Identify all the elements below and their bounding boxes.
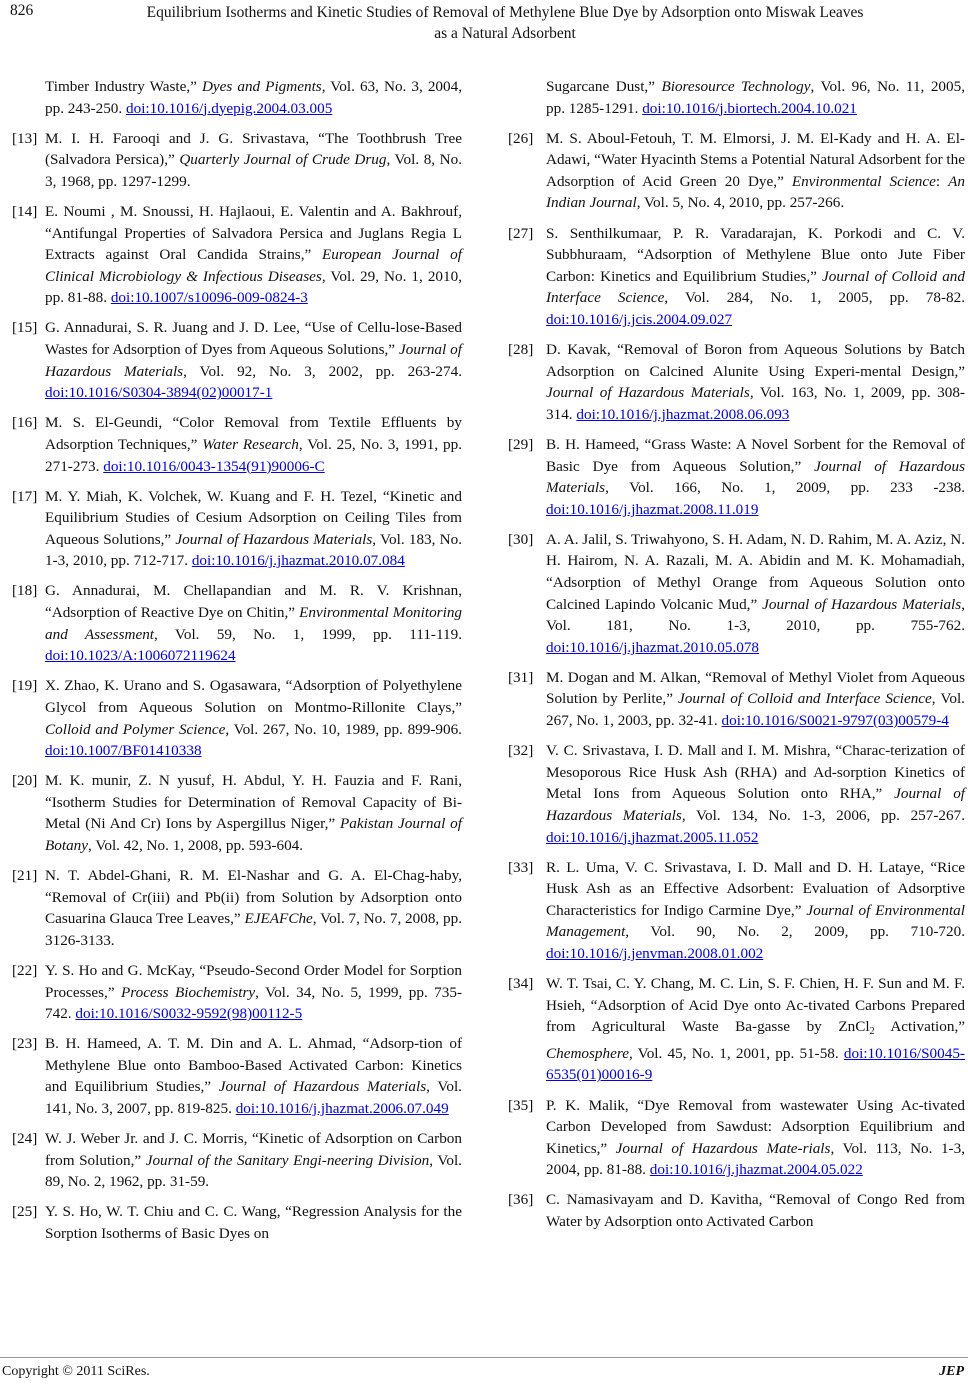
reference-entry bbox=[508, 667, 965, 732]
reference-entry bbox=[12, 770, 462, 856]
reference-entry bbox=[12, 1033, 462, 1119]
reference-entry bbox=[12, 580, 462, 666]
journal-title: EJEAFChe bbox=[244, 910, 313, 928]
reference-entry bbox=[12, 1201, 462, 1244]
reference-text: C. Namasivayam and D. Kavitha, “Removal of Congo Red from Water by Adsorption onto Activated Carbon bbox=[546, 1191, 965, 1230]
reference-text: Y. S. Ho and G. McKay, “Pseudo-Second Order Model for Sorption Processes,” bbox=[45, 961, 462, 1001]
reference-number: [13] bbox=[12, 129, 38, 147]
reference-text: , Vol. 181, No. 1-3, 2010, pp. 755-762. bbox=[546, 595, 965, 635]
journal-title: Bioresource Technology bbox=[661, 78, 811, 95]
reference-text: , Vol. 284, No. 1, 2005, pp. 78-82. bbox=[664, 289, 965, 307]
reference-text: Sugarcane Dust,” bbox=[546, 78, 662, 95]
doi-link[interactable]: doi:10.1016/j.jhazmat.2010.07.084 bbox=[191, 552, 405, 570]
reference-text: , Vol. 113, No. 1-3, 2004, pp. 81-88. bbox=[546, 1139, 965, 1179]
journal-title: Journal of Hazardous Materials bbox=[762, 595, 962, 613]
reference-text: V. C. Srivastava, I. D. Mall and I. M. Mishra, “Charac-terization of Mesoporous Rice Husk Ash (RHA) and Ad-sorption Kinetics of Metal Ions from Aqueous Solution onto RHA,” bbox=[546, 742, 965, 803]
reference-number: [16] bbox=[12, 414, 38, 432]
reference-entry bbox=[508, 857, 965, 965]
journal-abbrev: JEP bbox=[939, 1364, 964, 1379]
reference-entry bbox=[12, 675, 462, 761]
reference-text: , Vol. 7, No. 7, 2008, pp. 3126-3133. bbox=[45, 910, 463, 949]
reference-text: , Vol. 8, No. 3, 1968, pp. 1297-1299. bbox=[45, 151, 462, 190]
reference-number: [27] bbox=[508, 224, 534, 242]
reference-entry bbox=[12, 1128, 462, 1193]
reference-text: E. Noumi , M. Snoussi, H. Hajlaoui, E. Valentin and A. Bakhrouf, “Antifungal Properties of Salvadora Persica and Juglans Regia L Extracts against Oral Candida Strains,” bbox=[45, 202, 462, 264]
reference-entry bbox=[12, 317, 462, 403]
reference-entry bbox=[508, 128, 965, 214]
doi-link[interactable]: doi:10.1016/j.jhazmat.2005.11.052 bbox=[546, 828, 759, 846]
reference-text: M. I. H. Farooqi and J. G. Srivastava, “The Toothbrush Tree (Salvadora Persica),” bbox=[45, 129, 462, 169]
reference-text: M. S. El-Geundi, “Color Removal from Textile Effluents by Adsorption Techniques,” bbox=[45, 414, 462, 453]
reference-entry bbox=[12, 486, 462, 572]
reference-text: , Vol. 163, No. 1, 2009, pp. 308- 314. bbox=[546, 384, 965, 423]
reference-number: [18] bbox=[12, 582, 38, 600]
doi-link[interactable]: doi:10.1016/j.jcis.2004.09.027 bbox=[546, 310, 733, 328]
reference-entry bbox=[508, 973, 965, 1086]
reference-text: , Vol. 42, No. 1, 2008, pp. 593-604. bbox=[88, 837, 304, 854]
journal-title: Journal of Hazardous Materials bbox=[175, 530, 373, 548]
journal-title: Journal of Hazardous Materials bbox=[45, 341, 463, 380]
journal-title: Chemosphere bbox=[546, 1044, 629, 1062]
left-column-references bbox=[12, 76, 462, 1253]
journal-title: Quarterly Journal of Crude Drug bbox=[179, 151, 387, 169]
reference-number: [22] bbox=[12, 961, 38, 979]
reference-entry bbox=[508, 76, 965, 119]
reference-text: , Vol. 92, No. 3, 2002, pp. 263-274. bbox=[183, 362, 462, 380]
running-title bbox=[40, 2, 968, 44]
doi-link[interactable]: doi:10.1016/j.jenvman.2008.01.002 bbox=[546, 944, 764, 962]
reference-text: S. Senthilkumaar, P. R. Varadarajan, K. Porkodi and C. V. Subbhuraam, “Adsorption of Methylene Blue onto Jute Fiber Carbon: Kinetics and Equilibrium Studies,” bbox=[546, 224, 965, 285]
journal-title: Journal of Environmental Management bbox=[546, 901, 965, 941]
reference-number: [17] bbox=[12, 487, 38, 505]
doi-link[interactable]: doi:10.1007/s10096-009-0824-3 bbox=[110, 289, 308, 307]
reference-text: N. T. Abdel-Ghani, R. M. El-Nashar and G. A. El-Chag-haby, “Removal of Cr(iii) and Pb(ii) from Solution by Adsorption onto Casuarina Glauca Tree Leaves,” bbox=[45, 867, 462, 928]
reference-text: M. Y. Miah, K. Volchek, W. Kuang and F. H. Tezel, “Kinetic and Equilibrium Studies of Cesium Adsorption on Ceiling Tiles from Aqueous Solutions,” bbox=[45, 487, 462, 548]
reference-entry bbox=[12, 412, 462, 477]
journal-title: Journal of Hazardous Materials bbox=[218, 1078, 427, 1096]
reference-text: Activation,” bbox=[874, 1018, 965, 1036]
reference-entry bbox=[12, 128, 462, 193]
doi-link[interactable]: doi:10.1016/j.jhazmat.2004.05.022 bbox=[649, 1161, 863, 1179]
reference-text: , Vol. 96, No. 11, 2005, pp. 1285-1291. bbox=[546, 78, 966, 117]
journal-title: Environmental Science bbox=[791, 172, 936, 190]
reference-number: [30] bbox=[508, 530, 534, 548]
doi-link[interactable]: doi:10.1016/S0032-9592(98)00112-5 bbox=[75, 1005, 303, 1023]
doi-link[interactable]: doi:10.1016/j.jhazmat.2010.05.078 bbox=[546, 638, 760, 656]
doi-link[interactable]: doi:10.1016/S0304-3894(02)00017-1 bbox=[45, 384, 273, 402]
reference-entry bbox=[508, 223, 965, 331]
reference-text: , Vol. 267, No. 1, 2003, pp. 32-41. bbox=[546, 690, 965, 730]
running-title-line1: Equilibrium Isotherms and Kinetic Studies of Removal of Methylene Blue Dye by Adsorption onto Miswak Leaves bbox=[146, 4, 864, 21]
reference-text: , Vol. 166, No. 1, 2009, pp. 233 -238. bbox=[605, 479, 965, 497]
reference-text: B. H. Hameed, “Grass Waste: A Novel Sorbent for the Removal of Basic Dye from Aqueous Solution,” bbox=[546, 435, 965, 475]
reference-number: [33] bbox=[508, 858, 534, 876]
reference-entry bbox=[12, 865, 462, 951]
reference-entry bbox=[508, 339, 965, 425]
reference-text: M. Dogan and M. Alkan, “Removal of Methyl Violet from Aqueous Solution by Perlite,” bbox=[546, 668, 965, 708]
reference-text: P. K. Malik, “Dye Removal from wastewater Using Ac-tivated Carbon Developed from Sawdust: Adsorption Equilibrium and Kinetics,” bbox=[546, 1096, 965, 1157]
doi-link[interactable]: doi:10.1016/j.jhazmat.2008.11.019 bbox=[546, 500, 759, 518]
journal-title: Journal of Hazardous Materials bbox=[546, 785, 966, 824]
reference-text: M. K. munir, Z. N yusuf, H. Abdul, Y. H. Fauzia and F. Rani, “Isotherm Studies for Determination of Removal Capacity of Bi-Metal (Ni And Cr) Ions by Aspergillus Niger,” bbox=[45, 772, 462, 833]
right-column-references bbox=[508, 76, 965, 1241]
journal-title: Pakistan Journal of Botany bbox=[45, 815, 462, 854]
reference-text: , Vol. 29, No. 1, 2010, pp. 81-88. bbox=[45, 267, 463, 307]
reference-text: W. J. Weber Jr. and J. C. Morris, “Kinetic of Adsorption on Carbon from Solution,” bbox=[45, 1130, 462, 1169]
doi-link[interactable]: doi:10.1016/0043-1354(91)90006-C bbox=[103, 457, 325, 475]
reference-text: , Vol. 45, No. 1, 2001, pp. 51-58. bbox=[628, 1044, 844, 1062]
reference-text: : bbox=[935, 172, 949, 190]
reference-text: W. T. Tsai, C. Y. Chang, M. C. Lin, S. F. Chien, H. F. Sun and M. F. Hsieh, “Adsorption of Acid Dye onto Ac-tivated Carbons Prepared from Agricultural Waste Ba-gasse by ZnCl bbox=[546, 975, 965, 1036]
reference-text: B. H. Hameed, A. T. M. Din and A. L. Ahmad, “Adsorp-tion of Methylene Blue onto Bamboo-Based Activated Carbon: Kinetics and Equilibrium Studies,” bbox=[45, 1035, 462, 1096]
journal-title: An Indian Journal bbox=[546, 172, 965, 212]
journal-title: Colloid and Polymer Science bbox=[45, 720, 226, 738]
reference-entry bbox=[12, 201, 462, 309]
reference-text: , Vol. 25, No. 3, 1991, pp. 271-273. bbox=[45, 435, 462, 475]
doi-link[interactable]: doi:10.1016/S0021-9797(03)00579-4 bbox=[721, 712, 949, 730]
reference-number: [31] bbox=[508, 668, 534, 686]
reference-text: , Vol. 63, No. 3, 2004, pp. 243-250. bbox=[45, 78, 462, 117]
reference-number: [28] bbox=[508, 341, 534, 359]
journal-title: Process Biochemistry bbox=[121, 983, 256, 1001]
reference-text: , Vol. 89, No. 2, 1962, pp. 31-59. bbox=[45, 1151, 462, 1191]
doi-link[interactable]: doi:10.1016/j.jhazmat.2006.07.049 bbox=[235, 1100, 449, 1118]
reference-number: [21] bbox=[12, 867, 38, 885]
journal-title: Journal of Colloid and Interface Science bbox=[677, 690, 932, 708]
reference-text: M. S. Aboul-Fetouh, T. M. Elmorsi, J. M. El-Kady and H. A. El-Adawi, “Water Hyacinth Stems a Potential Natural Adsorbent for the Adsorption of Acid Green 20 Dye,” bbox=[546, 129, 965, 190]
doi-link[interactable]: doi:10.1023/A:1006072119624 bbox=[45, 647, 236, 665]
journal-title: Journal of Hazardous Materials bbox=[546, 457, 965, 497]
journal-title: European Journal of Clinical Microbiology & Infectious Diseases bbox=[45, 246, 462, 285]
copyright: Copyright © 2011 SciRes. bbox=[2, 1364, 150, 1379]
journal-title: Journal of the Sanitary Engi-neering Division bbox=[145, 1151, 430, 1169]
reference-text: , Vol. 34, No. 5, 1999, pp. 735-742. bbox=[45, 983, 463, 1023]
reference-number: [25] bbox=[12, 1203, 38, 1221]
reference-text: Y. S. Ho, W. T. Chiu and C. C. Wang, “Regression Analysis for the Sorption Isotherms of Basic Dyes on bbox=[45, 1203, 462, 1242]
doi-link[interactable]: doi:10.1016/S0045-6535(01)00016-9 bbox=[546, 1044, 965, 1084]
reference-entry bbox=[508, 1189, 965, 1232]
reference-text: R. L. Uma, V. C. Srivastava, I. D. Mall and D. H. Lataye, “Rice Husk Ash as an Effective Adsorbent: Evaluation of Adsorptive Characteristics for Indigo Carmine Dye,” bbox=[546, 858, 965, 919]
reference-text: X. Zhao, K. Urano and S. Ogasawara, “Adsorption of Polyethylene Glycol from Aqueous Solution on Montmo-Rillonite Clays,” bbox=[45, 677, 462, 716]
running-title-line2: as a Natural Adsorbent bbox=[434, 25, 576, 42]
reference-text: , Vol. 5, No. 4, 2010, pp. 257-266. bbox=[636, 194, 845, 212]
reference-text: A. A. Jalil, S. Triwahyono, S. H. Adam, N. D. Rahim, M. A. Aziz, N. H. Hairom, N. A. Razali, M. A. Abidin and M. K. Mohamadiah, “Adsorption of Methyl Orange from Aqueous Solution onto Calcined Lapindo Volcanic Mud,” bbox=[546, 530, 965, 613]
page-number: 826 bbox=[10, 2, 34, 19]
reference-number: [35] bbox=[508, 1096, 534, 1114]
reference-entry bbox=[508, 1095, 965, 1181]
reference-text: G. Annadurai, M. Chellapandian and M. R. V. Krishnan, “Adsorption of Reactive Dye on Chitin,” bbox=[45, 582, 462, 622]
reference-number: [34] bbox=[508, 975, 534, 993]
reference-text: G. Annadurai, S. R. Juang and J. D. Lee, “Use of Cellu-lose-Based Wastes for Adsorption of Dyes from Aqueous Solutions,” bbox=[45, 319, 462, 359]
reference-text: , Vol. 90, No. 2, 2009, pp. 710-720. bbox=[625, 923, 965, 941]
reference-text: Timber Industry Waste,” bbox=[45, 78, 202, 95]
journal-title: Journal of Hazardous Mate-rials bbox=[615, 1139, 831, 1157]
journal-title: Journal of Hazardous Materials bbox=[546, 384, 750, 402]
reference-number: [19] bbox=[12, 677, 38, 695]
doi-link[interactable]: doi:10.1016/j.biortech.2004.10.021 bbox=[642, 99, 857, 117]
reference-entry bbox=[12, 960, 462, 1025]
doi-link[interactable]: doi:10.1007/BF01410338 bbox=[45, 742, 202, 760]
reference-text: , Vol. 134, No. 1-3, 2006, pp. 257-267. bbox=[681, 806, 965, 824]
reference-entry bbox=[508, 434, 965, 520]
doi-link[interactable]: doi:10.1016/j.jhazmat.2008.06.093 bbox=[576, 405, 790, 423]
journal-title: Water Research bbox=[202, 435, 299, 453]
reference-entry bbox=[508, 529, 965, 659]
footer-divider bbox=[0, 1357, 968, 1358]
journal-title: Dyes and Pigments bbox=[201, 78, 322, 95]
reference-text: , Vol. 183, No. 1-3, 2010, pp. 712-717. bbox=[45, 530, 462, 570]
reference-number: [29] bbox=[508, 435, 534, 453]
reference-number: [14] bbox=[12, 202, 38, 220]
reference-entry bbox=[12, 76, 462, 119]
journal-title: Environmental Monitoring and Assessment bbox=[45, 604, 463, 643]
reference-number: [24] bbox=[12, 1130, 38, 1148]
reference-entry bbox=[508, 740, 965, 848]
reference-number: [32] bbox=[508, 742, 534, 760]
reference-text: , Vol. 267, No. 10, 1989, pp. 899-906. bbox=[225, 720, 462, 738]
reference-number: [36] bbox=[508, 1191, 534, 1209]
doi-link[interactable]: doi:10.1016/j.dyepig.2004.03.005 bbox=[126, 99, 333, 117]
reference-number: [26] bbox=[508, 129, 534, 147]
reference-number: [23] bbox=[12, 1035, 38, 1053]
reference-text: , Vol. 141, No. 3, 2007, pp. 819-825. bbox=[45, 1078, 462, 1118]
reference-text: D. Kavak, “Removal of Boron from Aqueous Solutions by Batch Adsorption on Calcined Alunite Using Experi-mental Design,” bbox=[546, 341, 965, 380]
reference-number: [15] bbox=[12, 319, 38, 337]
journal-title: Journal of Colloid and Interface Science bbox=[546, 267, 965, 307]
reference-number: [20] bbox=[12, 772, 38, 790]
subscript: 2 bbox=[869, 1026, 875, 1038]
reference-text: , Vol. 59, No. 1, 1999, pp. 111-119. bbox=[154, 625, 462, 643]
